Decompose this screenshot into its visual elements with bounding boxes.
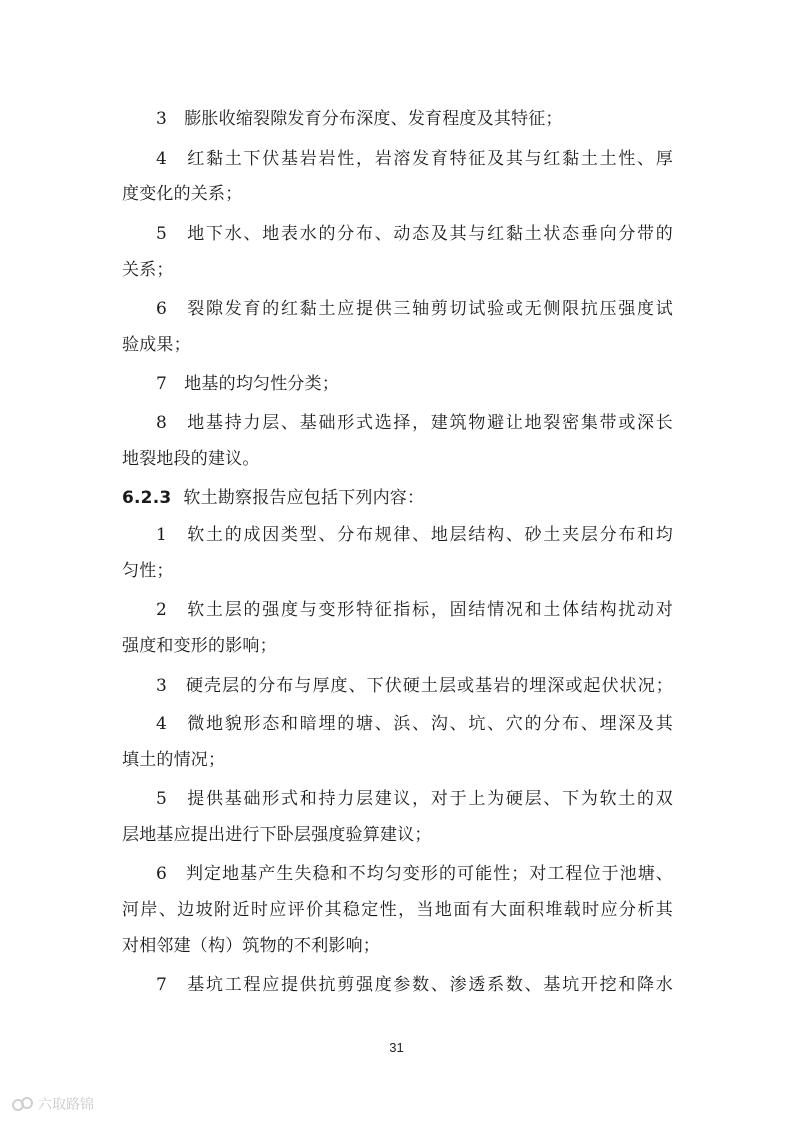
- watermark-text: 六取路锦: [38, 1097, 94, 1113]
- item-soft-soil-genesis-cont: 匀性；: [122, 561, 174, 581]
- section-title: 软土勘察报告应包括下列内容：: [183, 488, 425, 508]
- item-uniformity: 7 地基的均匀性分类；: [156, 374, 340, 394]
- item-groundwater-cont: 关系；: [122, 260, 174, 280]
- item-foundation-form-cont: 层地基应提出进行下卧层强度验算建议；: [122, 825, 432, 845]
- item-bearing-layer-cont: 地裂地段的建议。: [122, 449, 260, 469]
- watermark-logo-icon: [12, 1095, 34, 1113]
- item-microtopography: 4 微地貌形态和暗埋的塘、浜、沟、坑、穴的分布、埋深及其: [156, 714, 673, 734]
- item-excavation: 7 基坑工程应提供抗剪强度参数、渗透系数、基坑开挖和降水: [156, 975, 673, 995]
- item-bearing-layer: 8 地基持力层、基础形式选择，建筑物避让地裂密集带或深长: [156, 413, 673, 433]
- item-instability-cont-2: 对相邻建（构）筑物的不利影响；: [122, 936, 380, 956]
- item-groundwater: 5 地下水、地表水的分布、动态及其与红黏土状态垂向分带的: [156, 224, 673, 244]
- item-foundation-form: 5 提供基础形式和持力层建议，对于上为硬层、下为软土的双: [156, 789, 673, 809]
- item-triaxial-test-cont: 验成果；: [122, 335, 191, 355]
- section-heading: [122, 487, 424, 509]
- item-soft-soil-genesis: 1 软土的成因类型、分布规律、地层结构、砂土夹层分布和均: [156, 525, 673, 545]
- item-triaxial-test: 6 裂隙发育的红黏土应提供三轴剪切试验或无侧限抗压强度试: [156, 299, 673, 319]
- item-swelling-fissures: 3 膨胀收缩裂隙发育分布深度、发育程度及其特征；: [156, 109, 563, 129]
- item-strength-deformation: 2 软土层的强度与变形特征指标，固结情况和土体结构扰动对: [156, 600, 673, 620]
- item-strength-deformation-cont: 强度和变形的影响；: [122, 636, 277, 656]
- item-bedrock-karst-cont: 度变化的关系；: [122, 184, 243, 204]
- item-microtopography-cont: 填土的情况；: [122, 750, 226, 770]
- item-bedrock-karst: 4 红黏土下伏基岩岩性，岩溶发育特征及其与红黏土土性、厚: [156, 149, 673, 169]
- section-number: 6.2.3: [122, 488, 172, 508]
- page-number: 31: [389, 1040, 404, 1055]
- item-instability-cont-1: 河岸、边坡附近时应评价其稳定性，当地面有大面积堆载时应分析其: [122, 900, 673, 920]
- watermark: [12, 1094, 94, 1114]
- item-hard-crust: 3 硬壳层的分布与厚度、下伏硬土层或基岩的埋深或起伏状况；: [156, 676, 673, 696]
- item-instability: 6 判定地基产生失稳和不均匀变形的可能性；对工程位于池塘、: [156, 864, 673, 884]
